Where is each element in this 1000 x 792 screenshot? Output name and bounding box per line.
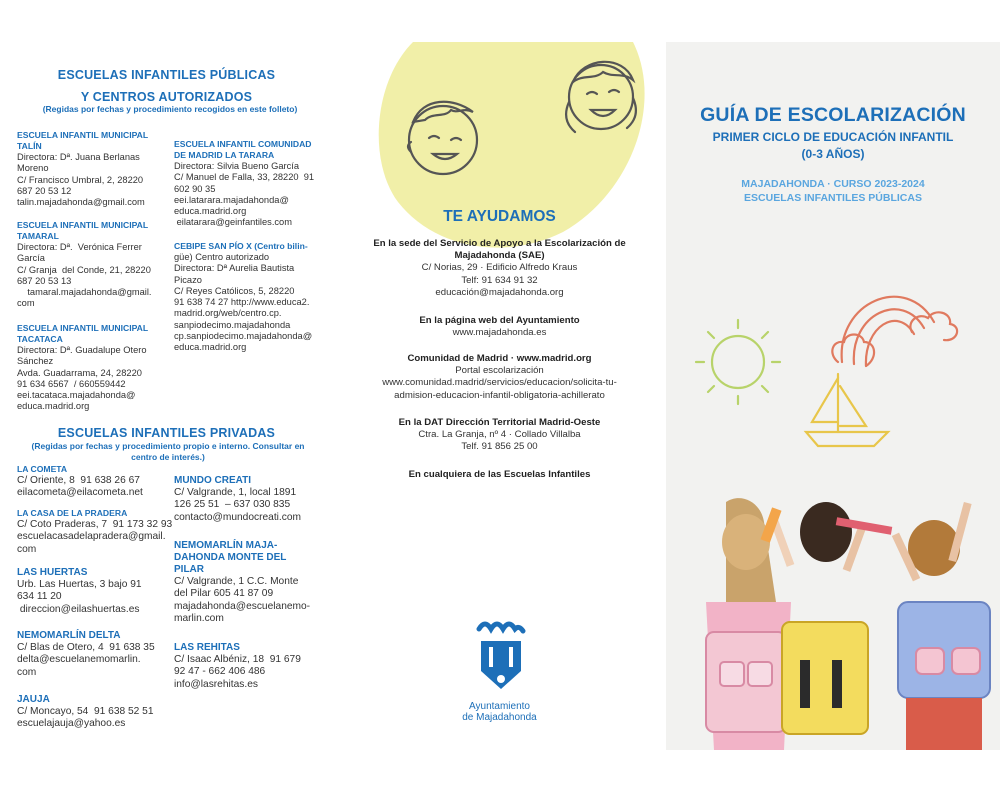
help-heading: En la sede del Servicio de Apoyo a la Escolarización de (373, 238, 626, 249)
help-comunidad (353, 353, 646, 402)
school-email: contacto@mundocreati.com (174, 511, 301, 523)
school-line: C/ Valgrande, 1 C.C. Monte (174, 576, 299, 587)
school-email: educa.madrid.org (17, 401, 90, 412)
help-link[interactable]: www.comunidad.madrid/servicios/educacion/solicita-tu- (382, 377, 617, 389)
school-line: C/ Isaac Albéniz, 18 91 679 (174, 654, 301, 665)
help-link[interactable]: www.majadahonda.es (452, 327, 547, 339)
kid-right (892, 502, 990, 750)
logo-text (433, 701, 566, 723)
school-name: ESCUELA INFANTIL MUNICIPAL (17, 220, 149, 230)
school-name: LAS HUERTAS (17, 567, 88, 578)
school-name: LA CASA DE LA PRADERA (17, 508, 128, 518)
school-line: madrid.org/web/centro.cp. (174, 308, 282, 319)
school-line: del Pilar 605 41 87 09 (174, 588, 274, 600)
cover-subtitle: PRIMER CICLO DE EDUCACIÓN INFANTIL (712, 130, 954, 144)
school-line: 602 90 35 (174, 183, 216, 194)
private-note-2: centro de interés.) (131, 452, 205, 462)
school-name: CEBIPE SAN PÍO X (Centro bilin- (174, 241, 308, 251)
school-line: C/ Granja del Conde, 21, 28220 (17, 264, 151, 275)
help-web (353, 315, 646, 339)
school-nemomarlin-majadahonda (174, 540, 326, 626)
help-heading: En la DAT Dirección Territorial Madrid-Oeste (398, 417, 601, 428)
school-email: eilatarara@geinfantiles.com (174, 217, 292, 228)
school-talin (17, 130, 167, 208)
school-email: eei.tacataca.majadahonda@ (17, 390, 136, 401)
help-title: TE AYUDAMOS (443, 208, 556, 225)
school-email: talin.majadahonda@gmail.com (17, 197, 145, 208)
kids-faces-illustration (333, 42, 666, 262)
help-line: Ctra. La Granja, nº 4 · Collado Villalba (418, 429, 581, 441)
school-email: tamaral.majadahonda@gmail. (17, 287, 152, 298)
school-mundo-creati (174, 475, 326, 524)
school-line: 687 20 53 13 (17, 275, 72, 286)
public-note: (Regidas por fechas y procedimiento recogidos en este folleto) (42, 104, 298, 114)
logo-text-line: de Majadahonda (462, 712, 537, 723)
school-name: JAUJA (17, 694, 50, 705)
school-line: C/ Moncayo, 54 91 638 52 51 (17, 706, 154, 717)
help-line: C/ Norias, 29 · Edificio Alfredo Kraus (421, 262, 578, 274)
school-line: C/ Francisco Umbral, 2, 28220 (17, 174, 144, 185)
school-name: DAHONDA MONTE DEL (174, 552, 287, 563)
school-email: marlin.com (174, 613, 224, 625)
school-line: Moreno (17, 163, 49, 174)
help-line: Portal escolarización (455, 365, 544, 377)
school-name: TACATACA (17, 334, 63, 344)
school-las-huertas (17, 567, 169, 616)
help-sae (353, 238, 646, 299)
school-email: eilacometa@eilacometa.net (17, 487, 143, 499)
school-line: 91 638 74 27 http://www.educa2. (174, 297, 310, 308)
private-note-1: (Regidas por fechas y procedimiento propio e interno. Consultar en (31, 441, 305, 451)
school-name: PILAR (174, 564, 204, 575)
school-email: educa.madrid.org (174, 342, 247, 353)
school-line: Avda. Guadarrama, 24, 28220 (17, 367, 142, 378)
school-line: Directora: Dª. Verónica Ferrer (17, 242, 142, 252)
logo-text-line: Ayuntamiento (469, 701, 530, 712)
help-heading: En cualquiera de las Escuelas Infantiles (408, 469, 591, 480)
school-la-tarara (174, 139, 326, 229)
help-schools (353, 469, 646, 481)
school-line: Directora: Dª. Guadalupe Otero (17, 345, 147, 355)
left-panel (0, 42, 333, 750)
school-jauja (17, 694, 169, 731)
school-name: ESCUELA INFANTIL COMUNIDAD (174, 139, 312, 149)
private-schools-title: ESCUELAS INFANTILES PRIVADAS (57, 426, 276, 440)
school-line: 92 47 - 662 406 486 (174, 666, 266, 678)
middle-panel (333, 42, 666, 750)
school-email: info@lasrehitas.es (174, 678, 258, 690)
school-tamaral (17, 220, 167, 310)
school-line: 91 634 6567 / 660559442 (17, 378, 126, 389)
school-email: delta@escuelanemomarlin. (17, 654, 141, 666)
school-name: MUNDO CREATI (174, 475, 252, 486)
cover-age-range: (0-3 AÑOS) (801, 147, 865, 161)
school-email: com (17, 666, 37, 678)
school-name: ESCUELA INFANTIL MUNICIPAL (17, 323, 149, 333)
cover-title: GUÍA DE ESCOLARIZACIÓN (700, 104, 966, 126)
school-name: NEMOMARLÍN DELTA (17, 630, 121, 641)
authorized-centers-title: Y CENTROS AUTORIZADOS (80, 90, 253, 104)
school-line: 126 25 51 – 637 030 835 (174, 499, 291, 511)
cover-panel (666, 42, 1000, 750)
sailboat-icon (806, 374, 888, 446)
school-email: com (17, 298, 35, 309)
school-name: TAMARAL (17, 231, 59, 241)
rainbow-icon (832, 297, 957, 366)
school-email: com (17, 543, 37, 555)
kids-photo (666, 462, 1000, 750)
help-heading: En la página web del Ayuntamiento (419, 315, 580, 326)
cover-public-schools: ESCUELAS INFANTILES PÚBLICAS (744, 192, 922, 204)
school-line: 687 20 53 12 (17, 185, 72, 196)
school-line: sanpiodecimo.majadahonda (174, 319, 291, 330)
school-line: C/ Blas de Otero, 4 91 638 35 (17, 642, 155, 653)
school-line: Directora: Dª. Juana Berlanas (17, 152, 140, 162)
school-name: güe) Centro autorizado (174, 252, 270, 262)
help-link[interactable]: admision-educacion-infantil-obligatoria-achillerato (394, 389, 605, 401)
school-line: 634 11 20 (17, 591, 62, 603)
cover-course: MAJADAHONDA · CURSO 2023-2024 (741, 178, 925, 190)
school-email: eei.latarara.majadahonda@ (174, 194, 289, 205)
school-line: Picazo (174, 274, 202, 285)
school-line: C/ Oriente, 8 91 638 26 67 (17, 475, 140, 486)
wall-doodles (666, 262, 1000, 482)
school-san-pio-x (174, 241, 326, 354)
school-name: NEMOMARLÍN MAJA- (174, 540, 278, 551)
help-dat (353, 417, 646, 454)
school-name: DE MADRID LA TARARA (174, 150, 275, 160)
school-name: LAS REHITAS (174, 642, 240, 653)
school-name: TALÍN (17, 141, 42, 151)
school-line: C/ Valgrande, 1, local 1891 (174, 487, 297, 498)
school-name: ESCUELA INFANTIL MUNICIPAL (17, 130, 149, 140)
school-email: cp.sanpiodecimo.majadahonda@ (174, 331, 313, 342)
kid-middle (782, 502, 868, 734)
school-name: LA COMETA (17, 464, 68, 474)
school-line: García (17, 253, 45, 264)
school-line: Directora: Dª Aurelia Bautista (174, 263, 295, 274)
school-la-casa-de-la-pradera (17, 508, 173, 556)
school-email: educa.madrid.org (174, 206, 247, 217)
school-email: majadahonda@escuelanemo- (174, 600, 311, 612)
school-email: escuelajauja@yahoo.es (17, 718, 126, 730)
school-email: direccion@eilashuertas.es (17, 603, 140, 615)
help-line: Telf: 91 634 91 32 (461, 274, 538, 286)
school-line: C/ Manuel de Falla, 33, 28220 91 (174, 172, 315, 183)
help-heading: Majadahonda (SAE) (454, 250, 545, 262)
school-tacataca (17, 323, 167, 413)
help-line: Telf. 91 856 25 00 (461, 441, 538, 453)
school-line: C/ Reyes Católicos, 5, 28220 (174, 285, 295, 296)
school-line: Sánchez (17, 356, 54, 367)
school-la-cometa (17, 464, 169, 500)
help-heading: Comunidad de Madrid · www.madrid.org (407, 353, 592, 364)
school-line: C/ Coto Praderas, 7 91 173 32 93 (17, 519, 173, 530)
school-email: escuelacasadelapradera@gmail. (17, 531, 166, 543)
help-email: educación@majadahonda.org (435, 286, 564, 298)
public-schools-title: ESCUELAS INFANTILES PÚBLICAS (57, 68, 276, 82)
sun-icon (696, 320, 780, 404)
school-nemomarlin-delta (17, 630, 169, 679)
school-line: Urb. Las Huertas, 3 bajo 91 (17, 579, 142, 590)
school-las-rehitas (174, 642, 326, 691)
school-line: Directora: Silvia Bueno García (174, 161, 300, 171)
majadahonda-logo-icon (471, 617, 531, 697)
